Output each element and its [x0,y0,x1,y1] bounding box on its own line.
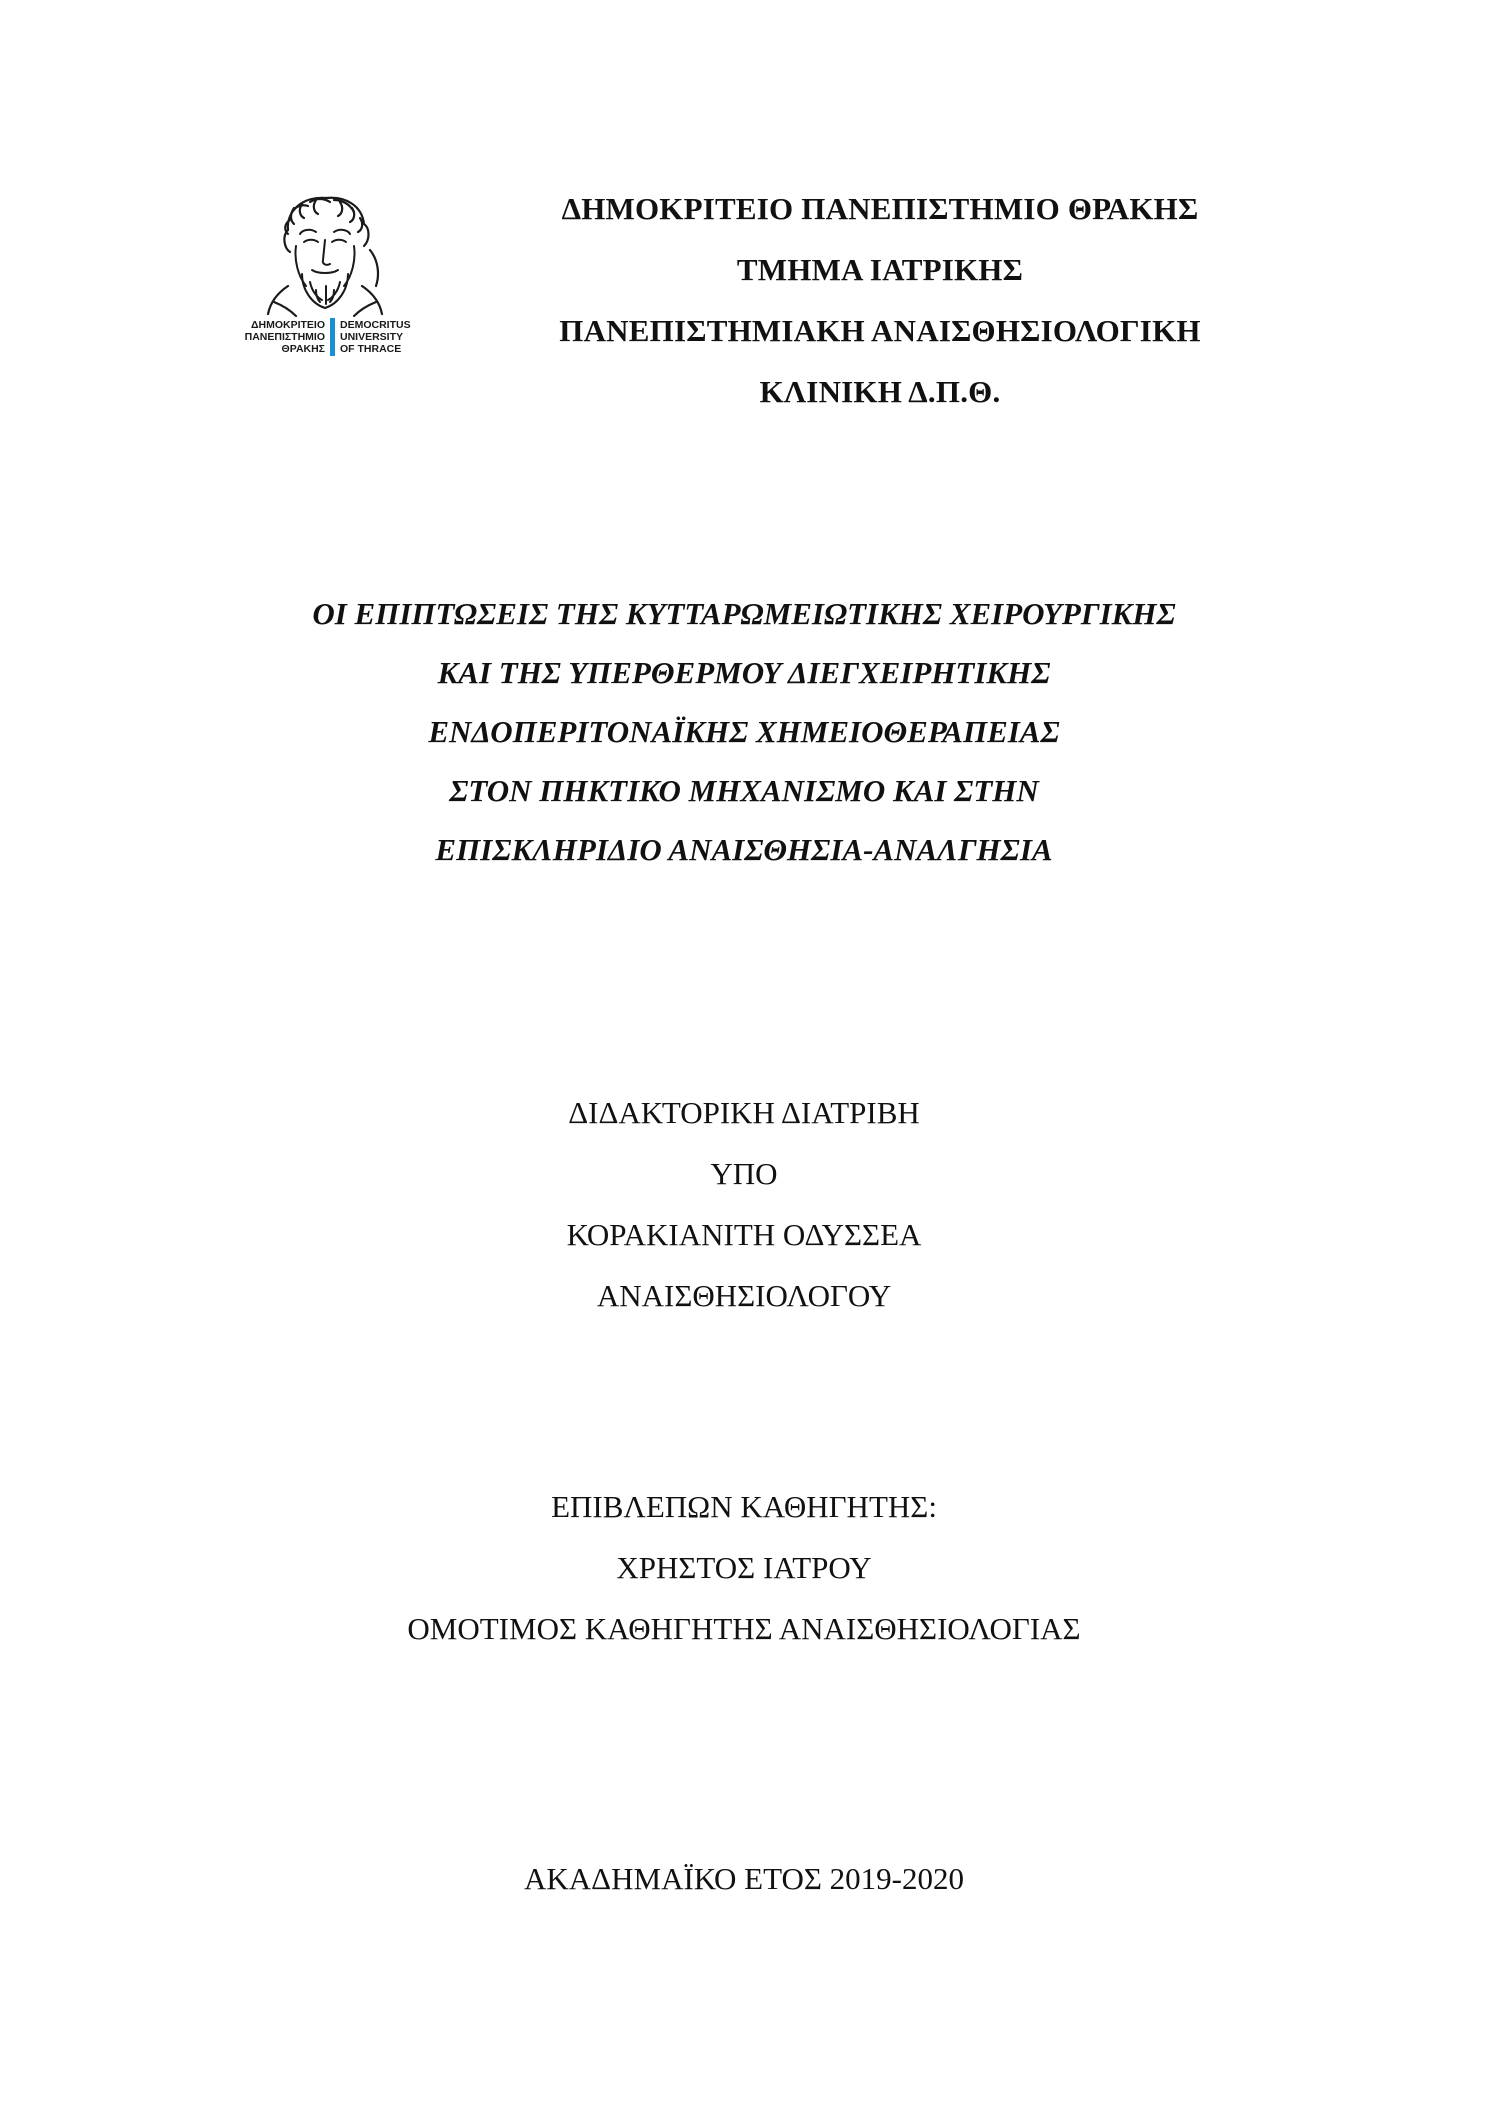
logo-text-gr-3: ΘΡΑΚΗΣ [281,343,325,355]
logo-text-en-2: UNIVERSITY [340,331,404,343]
title-line-3: ΕΝΔΟΠΕΡΙΤΟΝΑΪΚΗΣ ΧΗΜΕΙΟΘΕΡΑΠΕΙΑΣ [428,714,1060,749]
logo-text-gr-2: ΠΑΝΕΠΙΣΤΗΜΙΟ [244,331,325,343]
logo-text-en-3: OF THRACE [340,343,402,355]
dissertation-block [200,1082,1288,1326]
supervisor-label: ΕΠΙΒΛΕΠΩΝ ΚΑΘΗΓΗΤΗΣ: [551,1489,937,1524]
author-role: ΑΝΑΙΣΘΗΣΙΟΛΟΓΟΥ [596,1278,892,1313]
title-line-4: ΣΤΟΝ ΠΗΚΤΙΚΟ ΜΗΧΑΝΙΣΜΟ ΚΑΙ ΣΤΗΝ [449,773,1039,808]
title-line-1: ΟΙ ΕΠΙΠΤΩΣΕΙΣ ΤΗΣ ΚΥΤΤΑΡΩΜΕΙΩΤΙΚΗΣ ΧΕΙΡΟΥΡΓΙΚΗΣ [312,596,1176,631]
title-line-5: ΕΠΙΣΚΛΗΡΙΔΙΟ ΑΝΑΙΣΘΗΣΙΑ-ΑΝΑΛΓΗΣΙΑ [435,832,1053,867]
supervisor-role: ΟΜΟΤΙΜΟΣ ΚΑΘΗΓΗΤΗΣ ΑΝΑΙΣΘΗΣΙΟΛΟΓΙΑΣ [407,1611,1081,1646]
author-name: ΚΟΡΑΚΙΑΝΙΤΗ ΟΔΥΣΣΕΑ [566,1217,922,1252]
university-name: ΔΗΜΟΚΡΙΤΕΙΟ ΠΑΝΕΠΙΣΤΗΜΙΟ ΘΡΑΚΗΣ [561,191,1199,226]
thesis-title [120,584,1368,879]
logo-text-en-1: DEMOCRITUS [340,319,411,331]
dissertation-type: ΔΙΔΑΚΤΟΡΙΚΗ ΔΙΑΤΡΙΒΗ [568,1095,920,1130]
academic-year: ΑΚΑΔΗΜΑΪΚΟ ΕΤΟΣ 2019-2020 [524,1861,964,1896]
clinic-name-line-2: ΚΛΙΝΙΚΗ Δ.Π.Θ. [759,374,1001,409]
institution-heading [520,178,1240,422]
clinic-name-line-1: ΠΑΝΕΠΙΣΤΗΜΙΑΚΗ ΑΝΑΙΣΘΗΣΙΟΛΟΓΙΚΗ [559,313,1201,348]
title-line-2: ΚΑΙ ΤΗΣ ΥΠΕΡΘΕΡΜΟΥ ΔΙΕΓΧΕΙΡΗΤΙΚΗΣ [437,655,1051,690]
supervisor-name: ΧΡΗΣΤΟΣ ΙΑΤΡΟΥ [616,1550,872,1585]
supervisor-block [200,1476,1288,1659]
university-logo [230,190,430,360]
logo-accent-bar [330,318,335,356]
logo-text-gr-1: ΔΗΜΟΚΡΙΤΕΙΟ [250,319,325,331]
department-name: ΤΜΗΜΑ ΙΑΤΡΙΚΗΣ [736,252,1024,287]
democritus-bust-icon [230,190,430,360]
dissertation-by: ΥΠΟ [710,1156,778,1191]
